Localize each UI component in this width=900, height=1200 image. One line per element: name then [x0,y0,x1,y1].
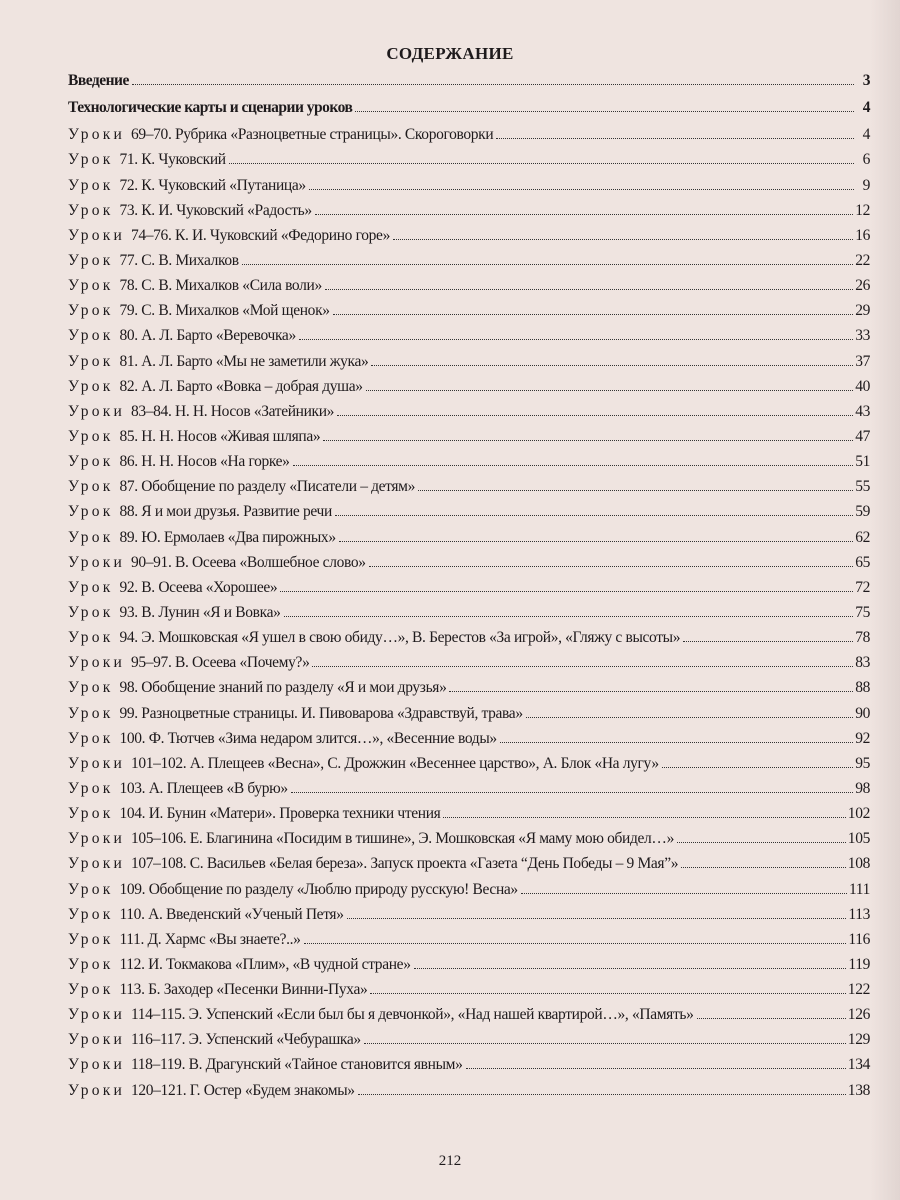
toc-entry-kind: Уроки [68,654,125,672]
dot-leader [393,239,853,240]
dot-leader [500,742,853,743]
toc-entry-page: 119 [848,955,870,973]
toc-entry-title: 98. Обобщение знаний по разделу «Я и мои друзья» [119,679,447,697]
toc-entry-kind: Урок [68,905,114,923]
page-edge-shadow [870,0,900,1200]
toc-entry-kind: Уроки [68,754,125,772]
toc-entry-kind: Урок [68,629,114,647]
toc-entry-kind: Урок [68,453,114,471]
toc-entry [68,830,870,855]
toc-entry-title: 99. Разноцветные страницы. И. Пивоварова «Здравствуй, трава» [119,704,523,722]
toc-entry-kind: Урок [68,427,114,445]
toc-entry-page: 51 [855,453,870,471]
toc-entry [68,1082,870,1107]
toc-entry-page: 113 [848,905,870,923]
toc-entry-kind: Уроки [68,126,125,144]
toc-entry-kind: Уроки [68,226,125,244]
dot-leader [325,289,853,290]
toc-entry-title: 72. К. Чуковский «Путаница» [119,176,306,194]
toc-entry [68,906,870,931]
toc-entry-title: 103. А. Плещеев «В бурю» [119,779,288,797]
toc-entry [68,805,870,830]
toc-entry-title: 73. К. И. Чуковский «Радость» [119,201,312,219]
toc-entry [68,1056,870,1081]
toc-entry-page: 3 [862,72,870,89]
dot-leader [337,415,853,416]
toc-entry-page: 47 [855,427,870,445]
toc-entry-kind: Урок [68,377,114,395]
toc-entry [68,177,870,202]
toc-entry [68,378,870,403]
toc-entry-title: 111. Д. Хармс «Вы знаете?..» [119,930,301,948]
toc-entry-kind: Урок [68,302,114,320]
table-of-contents [68,72,870,1107]
toc-entry [68,403,870,428]
toc-entry-kind: Урок [68,981,114,999]
toc-entry-title: Технологические карты и сценарии уроков [68,99,353,117]
toc-entry-kind: Урок [68,880,114,898]
toc-entry-title: 113. Б. Заходер «Песенки Винни-Пуха» [119,981,368,999]
toc-entry [68,277,870,302]
toc-entry [68,72,870,97]
toc-entry-kind: Урок [68,478,114,496]
dot-leader [496,138,854,139]
toc-entry-page: 26 [855,277,870,295]
toc-entry [68,529,870,554]
toc-entry-title: 77. С. В. Михалков [119,251,239,269]
toc-entry-page: 83 [855,654,870,672]
toc-entry-page: 88 [855,679,870,697]
toc-entry-title: Введение [68,72,129,89]
dot-leader [132,84,854,85]
toc-entry-kind: Уроки [68,1031,125,1049]
toc-entry-page: 126 [847,1006,870,1024]
dot-leader [662,767,853,768]
toc-entry-page: 122 [847,981,870,999]
toc-entry-page: 33 [855,327,870,345]
toc-entry-page: 6 [862,151,870,169]
toc-entry-page: 138 [847,1081,870,1099]
dot-leader [335,515,853,516]
dot-leader [369,566,854,567]
toc-entry-title: 109. Обобщение по разделу «Люблю природу русскую! Весна» [119,880,518,898]
toc-entry-title: 87. Обобщение по разделу «Писатели – детям» [119,478,416,496]
toc-entry-kind: Урок [68,930,114,948]
toc-entry-page: 134 [847,1056,870,1074]
dot-leader [293,465,854,466]
toc-entry-page: 9 [862,176,870,194]
toc-entry-title: 105–106. Е. Благинина «Посидим в тишине», Э. Мошковская «Я маму мою обидел…» [130,830,674,848]
toc-entry-page: 12 [855,201,870,219]
toc-entry-kind: Урок [68,327,114,345]
toc-entry-title: 79. С. В. Михалков «Мой щенок» [119,302,330,320]
toc-entry-page: 78 [855,629,870,647]
toc-entry-title: 89. Ю. Ермолаев «Два пирожных» [119,528,336,546]
dot-leader [291,792,853,793]
toc-entry-kind: Урок [68,201,114,219]
toc-entry-kind: Урок [68,578,114,596]
toc-entry-page: 111 [848,880,870,898]
dot-leader [309,189,854,190]
toc-entry-title: 69–70. Рубрика «Разноцветные страницы». Скороговорки [130,126,494,144]
toc-entry-kind: Урок [68,151,114,169]
page-number: 212 [438,1153,462,1169]
dot-leader [677,842,846,843]
toc-entry-title: 90–91. В. Осеева «Волшебное слово» [130,553,366,571]
toc-entry-page: 22 [855,251,870,269]
dot-leader [466,1068,846,1069]
toc-entry-title: 120–121. Г. Остер «Будем знакомы» [130,1081,355,1099]
dot-leader [347,918,847,919]
dot-leader [418,490,853,491]
toc-entry-page: 37 [855,352,870,370]
toc-entry-kind: Уроки [68,1081,125,1099]
toc-entry-kind: Урок [68,352,114,370]
toc-entry [68,302,870,327]
toc-entry-page: 98 [855,779,870,797]
toc-entry-kind: Урок [68,704,114,722]
toc-entry [68,503,870,528]
toc-entry-title: 100. Ф. Тютчев «Зима недаром злится…», «Весенние воды» [119,729,497,747]
toc-entry-title: 81. А. Л. Барто «Мы не заметили жука» [119,352,369,370]
toc-entry [68,579,870,604]
toc-entry-kind: Урок [68,955,114,973]
toc-entry-kind: Уроки [68,855,125,873]
dot-leader [315,214,853,215]
toc-entry-title: 114–115. Э. Успенский «Если был бы я девчонкой», «Над нашей квартирой…», «Память» [130,1006,694,1024]
dot-leader [443,817,845,818]
toc-entry [68,227,870,252]
dot-leader [364,1043,846,1044]
toc-entry-kind: Уроки [68,553,125,571]
dot-leader [229,163,854,164]
toc-entry [68,353,870,378]
toc-entry-page: 92 [855,729,870,747]
toc-entry-title: 82. А. Л. Барто «Вовка – добрая душа» [119,377,363,395]
toc-entry-title: 110. А. Введенский «Ученый Петя» [119,905,344,923]
dot-leader [449,691,853,692]
toc-entry-title: 78. С. В. Михалков «Сила воли» [119,277,322,295]
toc-entry-kind: Уроки [68,1056,125,1074]
toc-entry [68,478,870,503]
toc-entry-kind: Уроки [68,402,125,420]
toc-entry-kind: Урок [68,251,114,269]
toc-entry [68,956,870,981]
toc-entry [68,730,870,755]
toc-entry-title: 80. А. Л. Барто «Веревочка» [119,327,296,345]
toc-entry [68,428,870,453]
dot-leader [414,968,847,969]
toc-entry-page: 4 [862,126,870,144]
toc-entry [68,679,870,704]
dot-leader [284,616,854,617]
toc-entry [68,654,870,679]
toc-entry-title: 112. И. Токмакова «Плим», «В чудной стране» [119,955,411,973]
toc-entry-kind: Урок [68,603,114,621]
toc-entry-title: 92. В. Осеева «Хорошее» [119,578,278,596]
dot-leader [312,666,853,667]
toc-entry-kind: Урок [68,779,114,797]
toc-entry-title: 71. К. Чуковский [119,151,226,169]
toc-entry [68,99,870,124]
toc-entry [68,1031,870,1056]
toc-entry-page: 129 [847,1031,870,1049]
toc-entry [68,755,870,780]
toc-entry-page: 75 [855,603,870,621]
toc-entry-page: 4 [862,99,870,117]
dot-leader [304,943,847,944]
toc-entry-page: 102 [847,805,870,823]
toc-entry-title: 93. В. Лунин «Я и Вовка» [119,603,281,621]
toc-entry-kind: Урок [68,679,114,697]
toc-entry-page: 55 [855,478,870,496]
toc-entry [68,604,870,629]
toc-entry-page: 59 [855,503,870,521]
toc-entry-kind: Уроки [68,830,125,848]
toc-entry-page: 65 [855,553,870,571]
dot-leader [355,111,854,112]
toc-entry-page: 40 [855,377,870,395]
toc-entry-title: 101–102. А. Плещеев «Весна», С. Дрожжин «Весеннее царство», А. Блок «На лугу» [130,754,659,772]
toc-entry [68,202,870,227]
dot-leader [683,641,853,642]
toc-entry-kind: Урок [68,729,114,747]
dot-leader [280,591,853,592]
toc-entry [68,151,870,176]
dot-leader [242,264,853,265]
dot-leader [358,1094,846,1095]
dot-leader [371,365,853,366]
toc-entry [68,252,870,277]
dot-leader [366,390,854,391]
dot-leader [370,993,845,994]
dot-leader [521,893,847,894]
toc-entry-page: 108 [847,855,870,873]
toc-entry-title: 116–117. Э. Успенский «Чебурашка» [130,1031,361,1049]
toc-entry-title: 104. И. Бунин «Матери». Проверка техники чтения [119,805,441,823]
toc-entry [68,629,870,654]
toc-entry-kind: Урок [68,176,114,194]
toc-entry-title: 95–97. В. Осеева «Почему?» [130,654,310,672]
toc-entry [68,554,870,579]
toc-entry [68,705,870,730]
toc-entry-kind: Урок [68,805,114,823]
toc-entry-title: 88. Я и мои друзья. Развитие речи [119,503,332,521]
toc-entry-kind: Уроки [68,1006,125,1024]
dot-leader [299,339,853,340]
page-title: СОДЕРЖАНИЕ [386,44,514,63]
toc-entry-page: 16 [855,226,870,244]
toc-entry [68,855,870,880]
toc-entry [68,126,870,151]
toc-entry-title: 107–108. С. Васильев «Белая береза». Запуск проекта «Газета “День Победы – 9 Мая”» [130,855,679,873]
toc-entry [68,327,870,352]
toc-entry-title: 94. Э. Мошковская «Я ушел в свою обиду…», В. Берестов «За игрой», «Гляжу с высоты» [119,629,681,647]
dot-leader [323,440,853,441]
toc-entry [68,780,870,805]
dot-leader [697,1018,846,1019]
toc-entry [68,1006,870,1031]
toc-entry-kind: Урок [68,277,114,295]
dot-leader [681,867,846,868]
dot-leader [526,717,853,718]
toc-entry-page: 116 [848,930,870,948]
toc-entry-kind: Урок [68,503,114,521]
toc-entry-title: 86. Н. Н. Носов «На горке» [119,453,290,471]
toc-entry-page: 105 [847,830,870,848]
toc-entry-page: 43 [855,402,870,420]
toc-entry-page: 95 [855,754,870,772]
toc-entry [68,453,870,478]
toc-entry-page: 29 [855,302,870,320]
toc-entry-title: 74–76. К. И. Чуковский «Федорино горе» [130,226,390,244]
toc-entry [68,981,870,1006]
toc-entry-title: 83–84. Н. Н. Носов «Затейники» [130,402,335,420]
toc-entry-title: 118–119. В. Драгунский «Тайное становится явным» [130,1056,463,1074]
toc-entry [68,881,870,906]
toc-entry-title: 85. Н. Н. Носов «Живая шляпа» [119,427,321,445]
dot-leader [339,541,853,542]
toc-entry-page: 90 [855,704,870,722]
toc-entry-page: 72 [855,578,870,596]
toc-entry-page: 62 [855,528,870,546]
toc-entry [68,931,870,956]
dot-leader [333,314,854,315]
toc-entry-kind: Урок [68,528,114,546]
